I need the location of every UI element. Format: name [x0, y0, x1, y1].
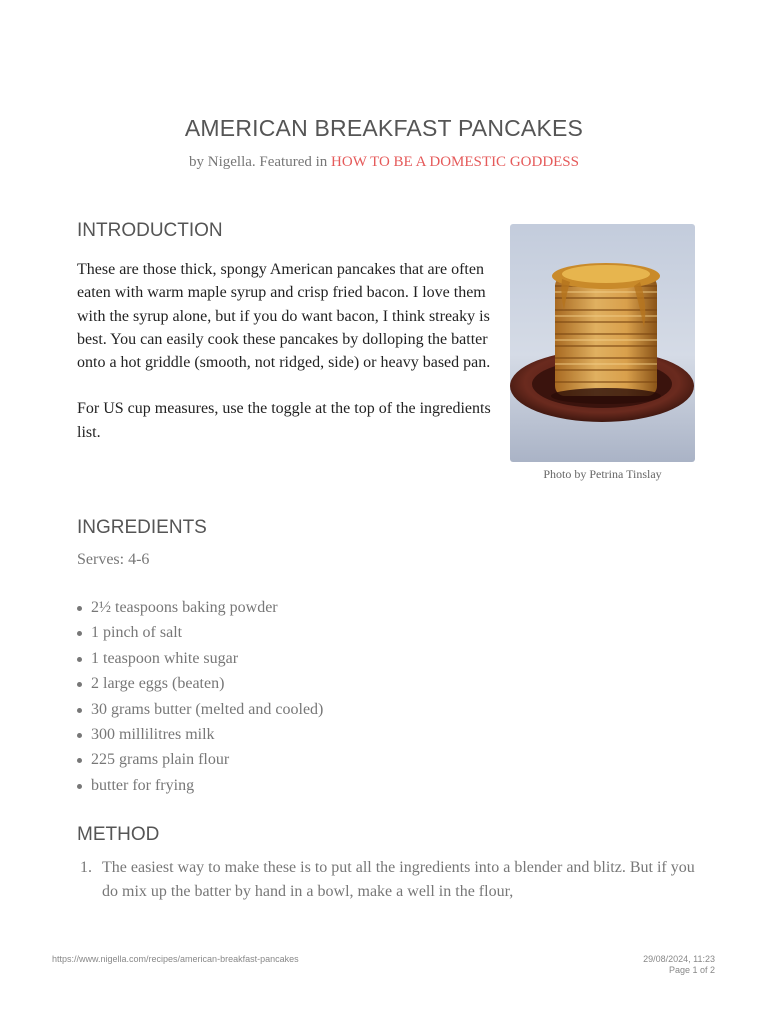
- method-step: [77, 856, 697, 903]
- ingredient-text: 2½ teaspoons baking powder: [91, 599, 278, 616]
- ingredient-text: 1 pinch of salt: [91, 624, 183, 642]
- intro-paragraph: These are those thick, spongy American pancakes that are often eaten with warm maple syrup and crisp fried bacon. I love them with the syrup alone, but if you do want bacon, I think streaky is best. You can easily cook these pancakes by dolloping the batter onto a hot griddle (smooth, not ridged, side) or heavy based pan.: [77, 261, 491, 372]
- bullet-icon: [77, 606, 82, 611]
- ingredient-item: [77, 749, 323, 774]
- footer-page-number: Page 1 of 2: [668, 965, 715, 975]
- serves-text: Serves: 4-6: [77, 551, 150, 568]
- ingredient-text: butter for frying: [91, 776, 195, 794]
- ingredients-heading: INGREDIENTS: [77, 517, 207, 538]
- footer-meta: [643, 954, 715, 976]
- introduction-text: [77, 258, 502, 467]
- ingredient-item: [77, 724, 323, 749]
- recipe-title: AMERICAN BREAKFAST PANCAKES: [184, 115, 584, 141]
- bullet-icon: [77, 631, 82, 636]
- pancake-stack-image: [510, 224, 695, 462]
- ingredient-item: [77, 648, 323, 673]
- step-number: 1.: [80, 859, 92, 876]
- intro-paragraph: For US cup measures, use the toggle at the top of the ingredients list.: [77, 400, 491, 441]
- ingredient-text: 300 millilitres milk: [91, 725, 215, 743]
- ingredient-text: 1 teaspoon white sugar: [91, 649, 239, 667]
- introduction-heading: INTRODUCTION: [77, 220, 223, 241]
- ingredient-item: [77, 622, 323, 647]
- photo-caption: Photo by Petrina Tinslay: [543, 467, 662, 481]
- method-steps: [77, 856, 697, 903]
- bullet-icon: [77, 708, 82, 713]
- ingredient-item: [77, 699, 323, 724]
- step-text: The easiest way to make these is to put all the ingredients into a blender and blitz. But if you do mix up the batter by hand in a bowl, make a well in the flour,: [102, 859, 695, 900]
- bullet-icon: [77, 733, 82, 738]
- bullet-icon: [77, 657, 82, 662]
- ingredient-item: [77, 673, 323, 698]
- ingredient-item: [77, 597, 323, 622]
- ingredients-list: [77, 597, 323, 800]
- ingredient-item: [77, 775, 323, 800]
- bullet-icon: [77, 758, 82, 763]
- byline-prefix: by Nigella. Featured in: [189, 154, 332, 170]
- method-heading: METHOD: [77, 824, 160, 845]
- ingredient-text: 225 grams plain flour: [91, 751, 230, 769]
- book-link[interactable]: HOW TO BE A DOMESTIC GODDESS: [331, 154, 579, 170]
- bullet-icon: [77, 784, 82, 789]
- footer-datetime: 29/08/2024, 11:23: [643, 954, 715, 964]
- bullet-icon: [77, 682, 82, 687]
- footer-url: https://www.nigella.com/recipes/american-breakfast-pancakes: [52, 954, 299, 964]
- byline: [0, 154, 768, 171]
- ingredient-text: 2 large eggs (beaten): [91, 675, 225, 693]
- pancake-photo: [510, 224, 695, 462]
- ingredient-text: 30 grams butter (melted and cooled): [91, 700, 324, 718]
